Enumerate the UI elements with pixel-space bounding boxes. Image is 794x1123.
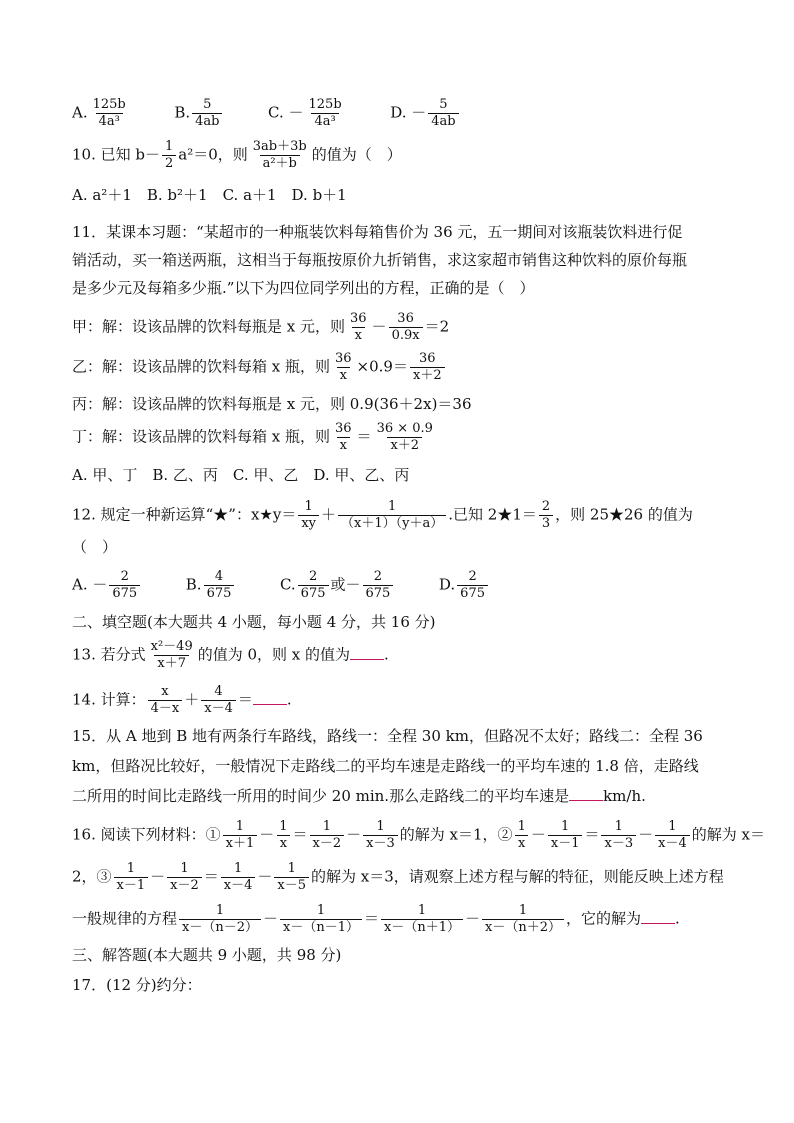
numerator: 4 — [214, 684, 223, 699]
numerator: 1 — [279, 819, 288, 834]
fraction — [655, 820, 690, 851]
fraction — [332, 352, 355, 383]
denominator: 675 — [109, 585, 140, 601]
denominator: x－1 — [114, 877, 149, 893]
numerator: 2 — [541, 499, 551, 514]
fraction — [223, 820, 258, 851]
numerator: 3ab＋3b — [252, 139, 307, 154]
q11-ding: 丁：解：设该品牌的饮料每箱 x 瓶，则 $\frac{36}{x}$ ＝ $\frac{36 \times 0.9}{x+2}$ — [72, 422, 438, 453]
q11-yi: 乙：解：设该品牌的饮料每箱 x 瓶，则 $\frac{36}{x}$ ×0.9＝ $\frac{36}{x+2}$ — [72, 352, 447, 383]
q16-line1: 16. 阅读下列材料：① $\frac{1}{x+1}$ － $\frac{1}{x}$ ＝ $\frac{1}{x-2}$ － $\frac{1}{x-3}$ 的解为 x＝1，② $\frac{1}{x}$ － $\frac{1}{x-1}$ ＝ $\frac{1}{x-3}$ － $\frac{1}{x-4}$ 的解为 x＝ — [72, 819, 765, 851]
fraction — [162, 140, 176, 171]
q10-stem: 10. 已知 b－ $\frac{1}{2}$ a²＝0，则 $\frac{3ab+3b}{\text{a²＋b}}$ 的值为（ ） — [72, 139, 402, 171]
fraction — [298, 570, 329, 601]
numerator: 36 — [350, 311, 367, 326]
q15-line2: km，但路况比较好，一般情况下走路线二的平均车速是走路线一的平均车速的 1.8 倍，走路线 — [72, 757, 699, 775]
denominator: x－（n－1） — [280, 919, 362, 935]
fraction — [548, 820, 583, 851]
numerator: 1 — [322, 819, 331, 834]
denominator: 4a³ — [96, 113, 123, 129]
numerator: 1 — [235, 819, 245, 834]
fraction — [250, 140, 310, 171]
numerator: 2 — [120, 569, 129, 584]
numerator: 36 — [419, 351, 436, 366]
numerator: 1 — [668, 819, 677, 834]
denominator: 4ab — [428, 113, 458, 129]
fraction — [363, 820, 398, 851]
numerator: 125b — [92, 97, 126, 112]
q15-line3: 二所用的时间比走路线一所用的时间少 20 min.那么走路线二的平均车速是 km/h. — [72, 787, 646, 805]
fraction — [410, 352, 445, 383]
denominator: x－（n＋1） — [381, 919, 463, 935]
numerator: 1 — [316, 903, 326, 918]
q12-stem: 12. 规定一种新运算“★”：x★y＝ $\frac{1}{xy}$ ＋ $\frac{1}{(x+1)(y+a)}$ .已知 2★1＝ $\frac{2}{3}$ ，则 25★26 的值为 — [72, 499, 693, 531]
numerator: 36 — [397, 311, 414, 326]
numerator: 5 — [203, 97, 212, 112]
answer-blank[interactable] — [253, 690, 287, 705]
answer-blank[interactable] — [641, 909, 675, 924]
denominator: x－（n＋2） — [482, 919, 564, 935]
q14: 14. 计算： $\frac{x}{4-x}$ ＋ $\frac{4}{x-4}$ ＝ . — [72, 684, 292, 716]
denominator: x — [352, 327, 365, 343]
fraction — [539, 500, 553, 531]
fraction — [167, 862, 202, 893]
fraction — [201, 685, 236, 716]
fraction — [298, 500, 319, 531]
answer-blank[interactable] — [569, 786, 603, 801]
denominator: 675 — [204, 585, 235, 601]
numerator: x²－49 — [150, 639, 193, 654]
numerator: 1 — [215, 903, 225, 918]
denominator: x＋7 — [154, 655, 189, 671]
fraction — [221, 862, 256, 893]
q16-line3: 一般规律的方程 $\frac{1}{x-(n-2)}$ － $\frac{1}{x-(n-1)}$ ＝ $\frac{1}{x-(n+1)}$ － $\frac{1}{x-(n+2)}$ ，它的解为 . — [72, 903, 680, 935]
fraction — [363, 570, 394, 601]
denominator: x－4 — [655, 835, 690, 851]
fraction — [347, 312, 370, 343]
denominator: 4ab — [192, 113, 222, 129]
numerator: x — [161, 684, 169, 699]
numerator: 4 — [214, 569, 224, 584]
denominator: 4a³ — [311, 113, 338, 129]
denominator: x－4 — [221, 877, 256, 893]
fraction — [601, 820, 636, 851]
numerator: 1 — [304, 499, 313, 514]
denominator: x－4 — [201, 700, 236, 716]
fraction — [338, 500, 446, 531]
numerator: 36 — [335, 351, 352, 366]
numerator: 1 — [165, 139, 174, 154]
fraction — [179, 904, 261, 935]
numerator: 2 — [373, 569, 383, 584]
numerator: 1 — [388, 499, 397, 514]
numerator: 1 — [517, 819, 526, 834]
fraction — [306, 98, 345, 129]
fraction — [310, 820, 345, 851]
numerator: 1 — [561, 819, 570, 834]
q11-jia: 甲：解：设该品牌的饮料每瓶是 x 元，则 $\frac{36}{x}$ － $\frac{36}{0.9x}$ ＝2 — [72, 311, 450, 343]
q12-paren: （ ） — [72, 538, 118, 556]
q11-line2: 销活动，买一箱送两瓶，这相当于每瓶按原价九折销售，求这家超市销售这种饮料的原价每瓶 — [72, 251, 688, 269]
numerator: 1 — [126, 861, 135, 876]
q11-line1: 11．某课本习题：“某超市的一种瓶装饮料每箱售价为 36 元，五一期间对该瓶装饮料进行促 — [72, 223, 683, 241]
denominator: x — [277, 835, 290, 851]
fraction — [482, 904, 564, 935]
q11-bing: 丙：解：设该品牌的饮料每瓶是 x 元，则 0.9(36＋2x)＝36 — [72, 395, 472, 413]
fraction — [148, 640, 196, 671]
q15-line1: 15．从 A 地到 B 地有两条行车路线，路线一：全程 30 km，但路况不太好；路线二：全程 36 — [72, 727, 703, 745]
fraction — [389, 312, 423, 343]
denominator: 675 — [457, 585, 488, 601]
denominator: x－3 — [601, 835, 636, 851]
fraction — [280, 904, 362, 935]
denominator: 675 — [298, 585, 329, 601]
denominator: a²＋b — [260, 155, 300, 171]
numerator: 1 — [287, 861, 296, 876]
numerator: 5 — [439, 97, 448, 112]
section-heading: 二、填空题(本大题共 4 小题，每小题 4 分，共 16 分) — [72, 613, 436, 631]
numerator: 1 — [614, 819, 623, 834]
numerator: 1 — [417, 903, 427, 918]
numerator: 36 × 0.9 — [376, 421, 433, 436]
denominator: x — [337, 367, 350, 383]
denominator: x－（n－2） — [179, 919, 261, 935]
denominator: xy — [298, 515, 319, 531]
fraction — [148, 685, 183, 716]
q12-options: A. － $\frac{2}{675}$ B. $\frac{4}{675}$ C. $\frac{2}{675}$ 或－ $\frac{2}{675}$ D. $\frac{2}{675}$ — [72, 570, 490, 601]
denominator: x－5 — [274, 877, 309, 893]
fraction — [114, 862, 149, 893]
denominator: （x＋1）（y＋a） — [338, 515, 446, 531]
fraction — [381, 904, 463, 935]
denominator: x－3 — [363, 835, 398, 851]
q9-options: A. $\frac{125b}{\text{4a³}}$ B. $\frac{5}{4ab}$ C. － $\frac{125b}{\text{4a³}}$ D. － $\frac{5}{4ab}$ — [72, 98, 461, 129]
q13: 13. 若分式 $\frac{\text{x²－49}}{x+7}$ 的值为 0，则 x 的值为 . — [72, 639, 389, 671]
q16-line2: 2，③ $\frac{1}{x-1}$ － $\frac{1}{x-2}$ ＝ $\frac{1}{x-4}$ － $\frac{1}{x-5}$ 的解为 x＝3，请观察上述方程与解的特征，则能反映上述方程 — [72, 861, 724, 893]
denominator: 3 — [539, 515, 553, 531]
numerator: 1 — [518, 903, 528, 918]
fraction — [276, 820, 290, 851]
numerator: 1 — [180, 861, 189, 876]
denominator: x — [337, 437, 350, 453]
denominator: x＋2 — [387, 437, 422, 453]
denominator: x＋1 — [223, 835, 258, 851]
denominator: x－2 — [310, 835, 345, 851]
denominator: 2 — [162, 155, 176, 171]
numerator: 2 — [468, 569, 477, 584]
fraction — [374, 422, 436, 453]
q11-line3: 是多少元及每箱多少瓶.”以下为四位同学列出的方程，正确的是（ ） — [72, 279, 535, 297]
numerator: 1 — [233, 861, 243, 876]
numerator: 1 — [376, 819, 385, 834]
fraction — [274, 862, 309, 893]
denominator: x — [515, 835, 528, 851]
denominator: x－1 — [548, 835, 583, 851]
fraction — [457, 570, 488, 601]
numerator: 125b — [308, 97, 342, 112]
denominator: 675 — [363, 585, 394, 601]
denominator: 4－x — [148, 700, 183, 716]
fraction — [90, 98, 129, 129]
section-heading: 三、解答题(本大题共 9 小题，共 98 分) — [72, 946, 342, 964]
fraction — [332, 422, 355, 453]
q10-options: A. a²＋1 B. b²＋1 C. a＋1 D. b＋1 — [72, 186, 347, 204]
numerator: 2 — [308, 569, 318, 584]
fraction — [204, 570, 235, 601]
denominator: x＋2 — [410, 367, 445, 383]
fraction — [428, 98, 458, 129]
denominator: x－2 — [167, 877, 202, 893]
fraction — [515, 820, 529, 851]
answer-blank[interactable] — [350, 645, 384, 660]
numerator: 36 — [335, 421, 352, 436]
fraction — [109, 570, 140, 601]
q17: 17．(12 分)约分： — [72, 976, 202, 994]
q11-options: A. 甲、丁 B. 乙、丙 C. 甲、乙 D. 甲、乙、丙 — [72, 466, 410, 484]
fraction — [192, 98, 222, 129]
denominator: 0.9x — [389, 327, 423, 343]
